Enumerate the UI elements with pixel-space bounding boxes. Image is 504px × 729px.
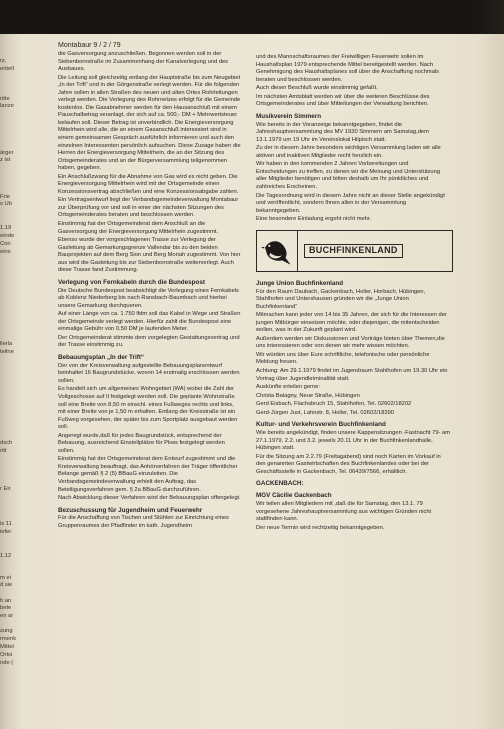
paragraph: Die Deutsche Bundespost beabsichtigt die Verlegung eines Fernkabels ab Koblenz Niederberg bis nach Ransbach-Baumbach und hierbei unsere Gemarkung durchqueren. xyxy=(58,287,239,309)
margin-fragment: 1.19 xyxy=(0,225,12,231)
paragraph: Für die Anschaffung von Tischen und Stühlen zur Einrichtung eines Gruppenraumes der Pfadfinder im kath. Jugendheim xyxy=(58,515,229,530)
margin-fragment: Frie xyxy=(0,194,10,200)
margin-fragment: m ei xyxy=(0,575,11,581)
section-heading: GACKENBACH: xyxy=(256,480,304,488)
margin-fragment: s Ub xyxy=(0,201,12,207)
margin-fragment: dsch xyxy=(0,440,13,446)
margin-fragment: z ist xyxy=(0,157,11,163)
logo-text: BUCHFINKENLAND xyxy=(304,244,403,258)
margin-fragment: Con xyxy=(0,241,11,247)
margin-fragment: nde ( xyxy=(0,660,14,666)
paragraph: und des Mannschaftsraumes der Freiwilligen Feuerwehr sollen im Haushaltsplan 1979 entsprechende Mittel bereitgestellt werden. Nach Genehmigung des Haushaltsplanes soll über die Anschaffung nochmals beraten und beschlossen werden. xyxy=(256,54,440,83)
bird-logo-icon xyxy=(260,234,294,268)
paragraph: Ein Vertragsentwurf liegt der Verbandsgemeindeverwaltung Montabaur zur Überprüfung vor und soll in einer der nächsten Sitzungen des Ortsgemeinderates beraten und beschlossen werden. xyxy=(58,197,239,219)
paragraph: Die Tagesordnung wird in diesem Jahre nicht an dieser Stelle angekündigt und veröffentlicht, sondern Ihnen allen in der Versammlung bekanntgegeben. xyxy=(256,192,445,214)
left-column xyxy=(58,51,243,532)
paragraph: Der neue Termin wird rechtzeitig bekanntgegeben. xyxy=(256,524,385,531)
margin-fragment: 1.12 xyxy=(0,553,12,559)
margin-fragment: en ar xyxy=(0,613,14,619)
paragraph: Auskünfte erteilen gerne: xyxy=(256,384,320,391)
paragraph: Für den Raum Daubach, Gackenbach, Holler, Horbach, Hübingen, Stahlhofen und Untershausen gründen wir die „Junge Union Buchfinkenland“ xyxy=(256,288,426,310)
margin-fragment: ritte xyxy=(0,96,10,102)
paragraph: Der Ortsgemeinderat stimmte dem vorgelegten Gestattungsvertrag und der Trasse einstimmig zu. xyxy=(58,334,240,349)
margin-fragment: rz, xyxy=(0,58,7,64)
section-heading: Bezuschussung für Jugendheim und Feuerwehr xyxy=(58,506,203,514)
page-shadow xyxy=(474,0,504,729)
page-header: Montabaur 9 / 2 / 79 xyxy=(58,42,121,49)
right-column xyxy=(256,54,451,533)
paragraph: Mitmachen kann jeder von 14 bis 35 Jahren, der sich für die Interessen der jungen Mitbürger einsetzen möchte, oder diejenigen, die mitentscheiden wollen, was in der Zukunft geplant wird. xyxy=(256,312,447,334)
paragraph: die Gasversorgung anzuschließen. Begonnen werden soll in der Siebenbornstraße im Zusammenhang der Kanalverlegung und des Ausbaues. xyxy=(58,51,229,73)
paragraph: Auf einer Länge von ca. 1.750 lfdm soll das Kabel in Wege und Straßen der Ortsgemeinde verlegt werden. Hierfür zahlt die Bundespost eine einmalige Gebühr von 0,50 DM je laufenden Meter. xyxy=(58,311,241,333)
paragraph: Gerd-Jürgen Just, Lahnstr. 8, Holler, Tel. 02602/18390 xyxy=(256,409,394,416)
paragraph: Wie bereits angekündigt, finden unsere Kappensitzungen -Fastnacht 79- am 27.1.1979, 2.2. und 3.2. jeweils 20.11 Uhr in der Buchfinkenlandhalle, Hübingen statt. xyxy=(256,430,451,452)
paragraph: Wie bereits in der Voranzeige bekanntgegeben, findet die Jahreshauptversammlung des MV 1930 Simmern am Samstag,dem 13.1.1979 um 19 Uhr im Vereinslokal Hilpisch statt. xyxy=(256,121,429,143)
section-heading: Kultur- und Verkehrsverein Buchfinkenland xyxy=(256,421,386,429)
margin-fragment: h an xyxy=(0,598,12,604)
paragraph: Zu der in diesem Jahre besonders wichtigen Versammlung laden wir alle aktiven und inaktiven Mitglieder recht herzlich ein. xyxy=(256,145,441,159)
paragraph: Für die Sitzung am 2.2.79 (Freitagabend) sind noch Karten im Vorkauf in den genannten Gastwirtschaften des Buchfinkenlandes oder bei der Geschäftsstelle in Gackenbach, Tel. 06439/7566, erhältlich. xyxy=(256,453,441,475)
paragraph: Wir teilen allen Mitgliedern mit ,daß die für Samstag, den 13.1. 79 vorgesehene Jahreshauptversammlung aus wichtigen Gründen nicht stattfinden kann. xyxy=(256,500,432,523)
margin-fragment: llerla xyxy=(0,341,13,347)
margin-fragment: ärger xyxy=(0,150,14,156)
paragraph: Einstimmig hat der Ortsgemeinderat dem Entwurf zugestimmt und die Kreisverwaltung beauftragt, das Anhörverfahren der Träger öffentlicher Belange gemäß § 2 (5) BBauG einzuleiten. Die Verbandsgemeindeverwaltung erhielt den Auftrag, das Beteiligungsverfahren gem. § 2a BBauG durchzuführen. xyxy=(58,456,238,493)
paragraph: Eine besondere Einladung ergeht nicht mehr. xyxy=(256,216,372,223)
margin-fragment: eins xyxy=(0,249,11,255)
margin-fragment: lanze xyxy=(0,103,14,109)
section-heading: Verlegung von Fernkabeln durch die Bundespost xyxy=(58,278,205,286)
paragraph: Achtung: Am 29.1.1979 findet im Jugendraum Stahlhofen um 19.30 Uhr ein Vortrag über Jugendkriminalität statt. xyxy=(256,368,448,382)
section-heading: Junge Union Buchfinkenland xyxy=(256,279,344,287)
bird-icon xyxy=(257,231,298,271)
paragraph: Es handelt sich um allgemeines Wohngebiet (WA) wobei die Zahl der Vollgeschosse auf II festgelegt werden soll. Die geplante Wohnstraße soll eine Breite von 8,50 m einschl. eines Fußweges rechts und links, mit einer Breite von je 1,50 m erhalten. Entlang der Kreisstraße ist ein Fußweg vorgesehen, der später bis zum Sportplatz ausgebaut werden soll. xyxy=(58,386,238,431)
paragraph: Gerd Eisbach, Flachsbruch 15, Stahlhofen, Tel. 02602/18202 xyxy=(256,401,412,408)
paragraph: Einstimmig hat der Ortsgemeinderat dem Anschluß an die Gasversorgung der Energieversorgung Mittelrhein zugestimmt. xyxy=(58,221,219,235)
margin-fragment: ertiell xyxy=(0,66,14,72)
scan-dark-border xyxy=(0,0,504,34)
margin-fragment: zung xyxy=(0,628,13,634)
section-heading: Musikverein Simmern xyxy=(256,112,322,120)
paragraph: Außerdem werden wir Diskussionen und Vorträge bieten über Themen,die uns interessieren oder von denen wir mehr wissen möchten. xyxy=(256,335,445,350)
paragraph: Wir haben in den kommenden 2 Jahren Vorbereitungen und Entscheidungen zu treffen, zu denen wir die Meinung und Unterstützung aller Mitglieder benötigen und bitten deshalb um Ihr pünktliches und zahlreiches Erscheinen. xyxy=(256,161,441,190)
paragraph: Wir würden uns über Eure schriftliche, telefonische oder persönliche Meldung freuen. xyxy=(256,351,430,366)
section-heading: Bebauungsplan „In der Trift“ xyxy=(58,354,145,362)
logo-text-wrap xyxy=(298,244,452,258)
margin-fragment: iefer xyxy=(0,529,12,535)
section-heading: MGV Cäcilie Gackenbach xyxy=(256,492,332,500)
paragraph: Christa Balagny, Neue Straße, Hübingen xyxy=(256,392,360,399)
paragraph: Nach Abwicklung dieser Verfahren wird der Bebauungsplan offengelegt. xyxy=(58,495,241,502)
paragraph: Auch dieser Beschluß wurde einstimmig gefaßt. xyxy=(256,85,378,92)
margin-fragment: Mittel xyxy=(0,644,14,650)
margin-fragment: bete xyxy=(0,605,12,611)
margin-fragment: d sie xyxy=(0,582,13,588)
paragraph: Im nächsten Amtsblatt werden wir über die weiteren Beschlüsse des Ortsgemeinderates und über Mitteilungen der Verwaltung berichten. xyxy=(256,93,430,108)
margin-fragment: rmenk xyxy=(0,636,17,642)
paragraph: Ebenso wurde der vorgeschlagenen Trasse zur Verlegung der Gasleitung ab Gemarkungsgrenze Vallendar bis zu den beiden Bauprojekten auf dem Berg Sion und Berg Moriah zugestimmt. Von hier aus wird die Gasleitung bis zur Siebenbornstraße weiterverlegt. Auch diese Trasse fand Zustimmung. xyxy=(58,237,241,274)
margin-fragment: teilne xyxy=(0,349,14,355)
margin-fragment: Ortsi xyxy=(0,652,13,658)
paragraph: Die Leitung soll gleichzeitig entlang der Hauptstraße bis zum Neugebiet „In der Trift“ und in der Görgenstraße verlegt werden. Für die folgenden Jahre sollen in allen Straßen des neuen und alten Ortes Rohrleitungen verlegt werden. Die Verlegung des Rohrnetzes erfolgt für die Gemeinde kostenlos. Die Gasabnehmer werden für den Hausanschluß mit einem Pauschalbetrag veranlagt, der sich auf ca. 500,- DM + Mehrwertsteuer belaufen soll. Dieser Betrag ist unverbindlich. Die Energieversorgung Mittelrhein wird alle, die an einem Gasanschluß interessiert sind in einem gemeinsamen Gespräch ausführlich informieren und auch den einzelnen Interessenten persönlich aufsuchen. Diese Zusage haben die Herren der Energieversorgung Mittelrhein, die an der Sitzung des Ortsgemeinderates und an der Bürgerversammlung teilgenommen haben, gegeben. xyxy=(58,74,241,172)
margin-fragment: ritt xyxy=(0,448,7,454)
margin-fragment: r Eir xyxy=(0,486,11,492)
paragraph: Angeregt wurde,daß für jedes Baugrundstück, entsprechend der Bebauung, ausreichend Einstellplätze für Pkws festgelegt werden sollen. xyxy=(58,432,225,454)
margin-fragment: is 11 xyxy=(0,521,12,527)
margin-fragment: einde xyxy=(0,233,15,239)
buchfinkenland-logo xyxy=(256,230,453,272)
paragraph: Ein Anschlußzwang für die Abnahme von Gas wird es nicht geben. Die Energieversorgung Mittelrhein wird mit der Ortsgemeinde einen Konzessionsvertrag abschließen und eine Konzessionsabgabe zahlen. xyxy=(58,173,239,195)
paragraph: Der von der Kreisverwaltung aufgestellte Bebauungsplanentwurf beinhaltet 16 Baugrundstücke, wovon 14 erstmalig erschlossen werden sollen. xyxy=(58,362,240,384)
